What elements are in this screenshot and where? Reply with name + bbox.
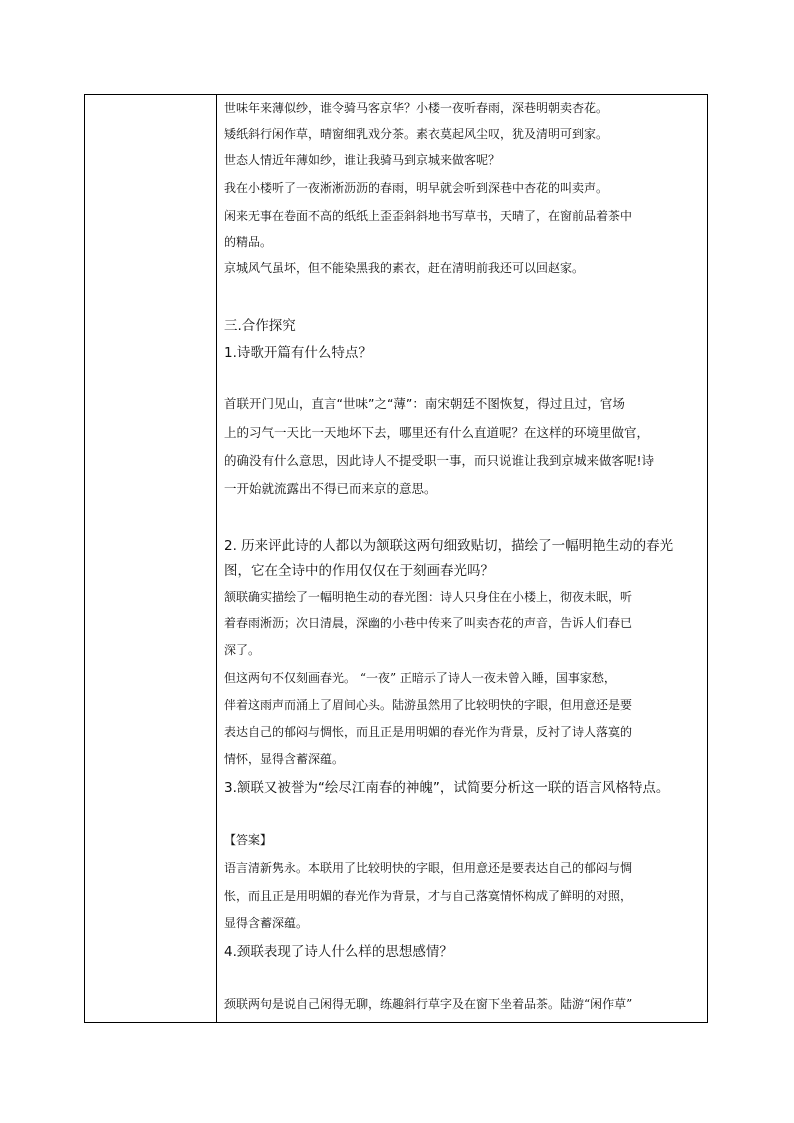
column-divider bbox=[216, 95, 217, 1022]
content-cell bbox=[224, 95, 704, 1022]
text-line: 语言清新隽永。本联用了比较明快的字眼，但用意还是要表达自己的郁闷与惆 bbox=[224, 861, 633, 875]
text-line: 京城风气虽坏，但不能染黑我的素衣，赶在清明前我还可以回赵家。 bbox=[224, 261, 585, 275]
text-line: 情怀，显得含蓄深蕴。 bbox=[224, 752, 345, 766]
text-line: 的精品。 bbox=[224, 235, 273, 249]
text-line: 我在小楼听了一夜淅淅沥沥的春雨，明早就会听到深巷中杏花的叫卖声。 bbox=[224, 181, 609, 195]
text-line: 3.颔联又被誉为“绘尽江南春的神魄”，试简要分析这一联的语言风格特点。 bbox=[224, 780, 670, 796]
text-line: 伴着这雨声而涌上了眉间心头。陆游虽然用了比较明快的字眼，但用意还是要 bbox=[224, 698, 633, 712]
text-line: 上的习气一天比一天地坏下去，哪里还有什么直道呢？在这样的环境里做官， bbox=[224, 425, 650, 440]
text-line: 怅，而且正是用明媚的春光作为背景，才与自己落寞情怀构成了鲜明的对照， bbox=[224, 889, 633, 903]
text-line: 三.合作探究 bbox=[224, 318, 296, 334]
text-line: 表达自己的郁闷与惆怅，而且正是用明媚的春光作为背景，反衬了诗人落寞的 bbox=[224, 725, 633, 739]
text-line: 一开始就流露出不得已而来京的意思。 bbox=[224, 481, 437, 496]
text-line: 显得含蓄深蕴。 bbox=[224, 916, 309, 930]
text-line: 颈联两句是说自己闲得无聊，练趣斜行草字及在窗下坐着品茶。陆游“闲作草” bbox=[224, 997, 633, 1011]
text-line: 但这两句不仅刻画春光。 “一夜” 正暗示了诗人一夜未曾入睡，国事家愁， bbox=[224, 671, 616, 685]
text-line: 世味年来薄似纱，谁令骑马客京华？小楼一夜听春雨，深巷明朝卖杏花。 bbox=[224, 101, 609, 115]
text-line: 2. 历来评此诗的人都以为颔联这两句细致贴切，描绘了一幅明艳生动的春光 bbox=[224, 538, 674, 554]
text-line: 首联开门见山，直言“世味”之“薄”：南宋朝廷不图恢复，得过且过，官场 bbox=[224, 396, 625, 411]
text-line: 1.诗歌开篇有什么特点？ bbox=[224, 345, 372, 361]
text-line: 闲来无事在卷面不高的纸纸上歪歪斜斜地书写草书，天晴了，在窗前品着茶中 bbox=[224, 209, 633, 223]
text-line: 着春雨淅沥；次日清晨，深幽的小巷中传来了叫卖杏花的声音，告诉人们春已 bbox=[224, 616, 633, 630]
text-line: 的确没有什么意思，因此诗人不提受职一事，而只说谁让我到京城来做客呢!诗 bbox=[224, 453, 655, 468]
text-line: 4.颈联表现了诗人什么样的思想感情？ bbox=[224, 944, 453, 960]
text-line: 颔联确实描绘了一幅明艳生动的春光图：诗人只身住在小楼上，彻夜未眠，听 bbox=[224, 590, 633, 604]
text-line: 【答案】 bbox=[224, 833, 273, 847]
text-line: 矮纸斜行闲作草，晴窗细乳戏分茶。素衣莫起风尘叹，犹及清明可到家。 bbox=[224, 127, 609, 141]
text-line: 世态人情近年薄如纱，谁让我骑马到京城来做客呢？ bbox=[224, 153, 501, 167]
lesson-table bbox=[84, 94, 708, 1023]
text-line: 图，它在全诗中的作用仅仅在于刻画春光吗？ bbox=[224, 563, 494, 579]
text-line: 深了。 bbox=[224, 643, 261, 657]
